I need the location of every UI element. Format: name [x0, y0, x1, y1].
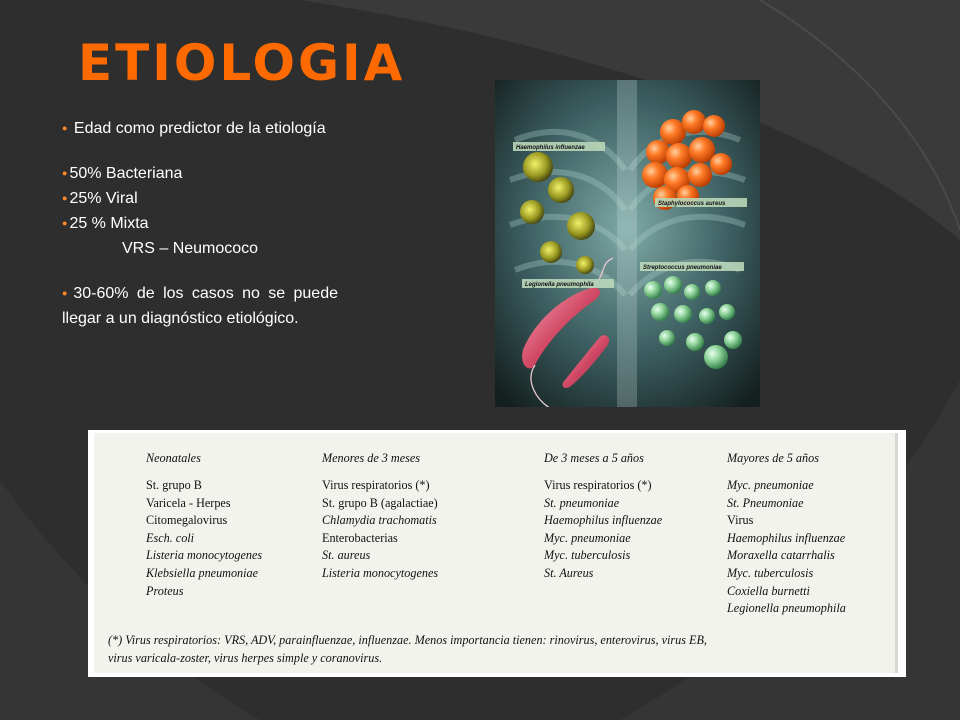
bullet-undiagnosed: ● 30-60% de los casos no se puede llegar a un diagnóstico etiológico.	[62, 285, 339, 327]
pathogen-item: St. Pneumoniae	[727, 495, 804, 510]
pathogen-item: Proteus	[146, 583, 184, 598]
pathogen-item: Myc. pneumoniae	[727, 478, 814, 492]
pathogen-item: Haemophilus influenzae	[544, 513, 663, 528]
pathogen-item: Coxiella burnetti	[727, 583, 810, 598]
pathogen-item: Moraxella catarrhalis	[727, 548, 835, 563]
bullet-age-predictor: ● Edad como predictor de la etiología	[62, 120, 326, 137]
column-header: De 3 meses a 5 años	[544, 451, 644, 465]
bullet-icon: ●	[62, 218, 68, 228]
column-header: Mayores de 5 años	[727, 451, 819, 465]
footnote-line-1: (*) Virus respiratorios: VRS, ADV, parainfluenzae, influenzae. Menos importancia tienen: rinovirus, enterovirus, virus EB,	[108, 633, 707, 647]
etiology-table-columns	[94, 433, 895, 616]
pathogen-item: Haemophilus influenzae	[727, 530, 846, 545]
bullet-list	[62, 116, 338, 331]
slide-title: ETIOLOGIA	[78, 34, 406, 92]
etiology-table	[88, 430, 906, 677]
pathogen-item: Virus respiratorios (*)	[544, 478, 652, 492]
bullet-mixed: ● 25 % Mixta	[62, 215, 149, 232]
bullet-icon: ●	[62, 288, 72, 298]
bullet-icon: ●	[62, 168, 68, 178]
bullet-icon: ●	[62, 193, 68, 203]
microbes-xray-image	[495, 80, 760, 407]
table-column	[544, 451, 662, 583]
label-streptococcus: Streptococcus pneumoniae	[643, 265, 722, 271]
table-column	[146, 451, 262, 600]
etiology-table-panel	[94, 433, 898, 673]
pathogen-item: Myc. pneumoniae	[544, 530, 631, 545]
table-footnote	[108, 631, 888, 667]
pathogen-item: Klebsiella pneumoniae	[146, 565, 259, 580]
label-legionella: Legionella pneumophila	[525, 282, 594, 288]
column-header: Menores de 3 meses	[322, 451, 421, 465]
pathogen-item: Varicela - Herpes	[146, 495, 231, 510]
bullet-bacterial: ● 50% Bacteriana	[62, 165, 183, 182]
pathogen-item: Myc. tuberculosis	[727, 565, 814, 580]
pathogen-item: St. pneumoniae	[544, 495, 620, 510]
bullet-viral: ● 25% Viral	[62, 190, 138, 207]
pathogen-item: Myc. tuberculosis	[544, 548, 631, 563]
footnote-line-2: virus varicala-zoster, virus herpes simple y coranovirus.	[108, 651, 383, 665]
pathogen-item: Enterobacterias	[322, 530, 398, 545]
pathogen-item: St. grupo B	[146, 478, 202, 492]
pathogen-item: Legionella pneumophila	[727, 601, 846, 616]
pathogen-item: St. grupo B (agalactiae)	[322, 495, 438, 510]
label-haemophilus: Haemophilus influenzae	[516, 145, 585, 151]
pathogen-item: Esch. coli	[146, 530, 195, 545]
pathogen-item: Chlamydia trachomatis	[322, 513, 437, 528]
column-header: Neonatales	[146, 451, 201, 465]
table-column	[727, 451, 846, 618]
pathogen-item: Citomegalovirus	[146, 513, 228, 528]
label-staphylococcus: Staphylococcus aureus	[658, 201, 726, 207]
pathogen-item: St. aureus	[322, 548, 371, 563]
pathogen-item: Virus	[727, 513, 754, 528]
pathogen-item: Virus respiratorios (*)	[322, 478, 430, 492]
bullet-icon: ●	[62, 123, 68, 133]
table-column	[322, 451, 438, 583]
pathogen-item: Listeria monocytogenes	[146, 548, 263, 563]
sub-bullet-vrs: VRS – Neumococo	[122, 240, 259, 257]
pathogen-item: Listeria monocytogenes	[322, 565, 439, 580]
pathogen-item: St. Aureus	[544, 565, 594, 580]
